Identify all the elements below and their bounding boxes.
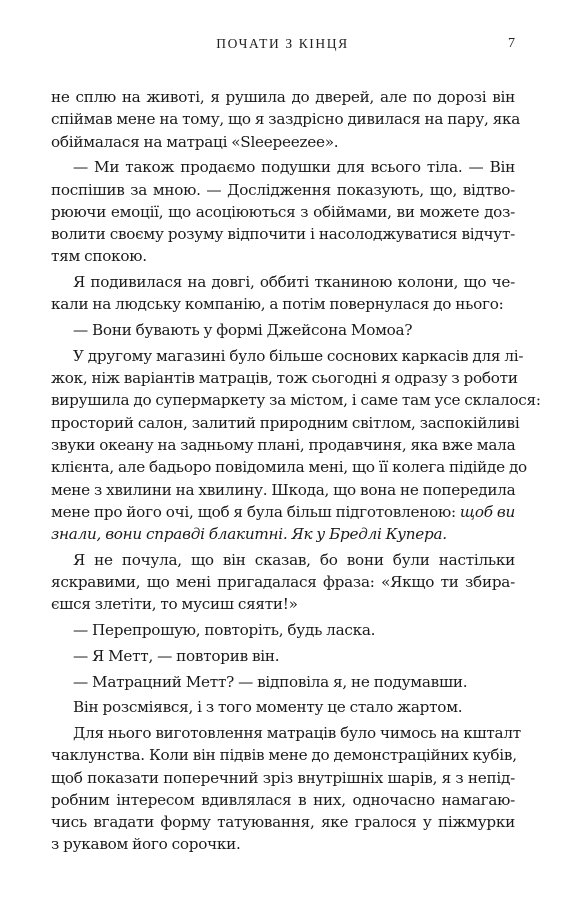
- text-line: щоб показати поперечний зріз внутрішніх шарів, я з непід-: [51, 768, 515, 787]
- text-line: просторий салон, залитий природним світлом, заспокійливі: [51, 413, 520, 432]
- text-line: — Ми також продаємо подушки для всього тіла. — Він: [73, 158, 515, 177]
- text-line: рюючи емоції, що асоціюються з обіймами, ви можете доз-: [51, 202, 515, 221]
- text-line: У другому магазині було більше соснових каркасів для лі-: [73, 346, 524, 365]
- text-line: чись вгадати форму татуювання, яке гралося у піжмурки: [51, 813, 515, 832]
- page-number: 7: [508, 36, 515, 51]
- text-line: єшся злетіти, то мусиш сяяти!»: [51, 595, 298, 614]
- text-line: чаклунства. Коли він підвів мене до демонстраційних кубів,: [51, 746, 517, 765]
- text-line: поспішив за мною. — Дослідження показують, що, відтво-: [51, 180, 515, 199]
- text-line: [51, 501, 515, 523]
- text-line: — Перепрошую, повторіть, будь ласка.: [73, 621, 376, 640]
- italic-text: знали, вони справді блакитні. Як у Бредлі Купера.: [51, 525, 447, 544]
- text-line: Він розсміявся, і з того моменту це стало жартом.: [73, 698, 463, 717]
- text-line: звуки океану на задньому плані, продавчиня, яка вже мала: [51, 436, 516, 455]
- text-line: тям спокою.: [51, 247, 147, 266]
- text-line: — Вони бувають у формі Джейсона Момоа?: [73, 321, 413, 340]
- text-line: мене з хвилини на хвилину. Шкода, що вона не попередила: [51, 480, 516, 499]
- text-line: обіймалася на матраці «Sleepeezee».: [51, 132, 339, 151]
- text-line: яскравими, що мені пригадалася фраза: «Якщо ти збира-: [51, 573, 515, 592]
- running-title: ПОЧАТИ З КІНЦЯ: [216, 36, 349, 51]
- text-line: волити своєму розуму відпочити і насолоджуватися відчут-: [51, 225, 515, 244]
- text-line: не сплю на животі, я рушила до дверей, але по дорозі він: [51, 88, 515, 106]
- text-line: Я не почула, що він сказав, бо вони були настільки: [73, 550, 515, 569]
- text-line: вирушила до супермаркету за містом, і саме там усе склалося:: [51, 391, 541, 410]
- body-text: [51, 86, 541, 856]
- text-line-italic: щоб ви: [459, 502, 515, 521]
- text-line: спіймав мене на тому, що я заздрісно дивилася на пару, яка: [51, 110, 521, 129]
- text-line-roman: мене про його очі, щоб я була більш підготовленою:: [51, 502, 456, 521]
- text-line: з рукавом його сорочки.: [51, 835, 241, 854]
- text-line: — Я Метт, — повторив він.: [73, 646, 280, 665]
- text-line: клієнта, але бадьоро повідомила мені, що її колега підійде до: [51, 458, 527, 477]
- text-line: Я подивилася на довгі, оббиті тканиною колони, що че-: [73, 273, 515, 292]
- text-line: кали на людську компанію, а потім повернулася до нього:: [51, 295, 504, 314]
- text-line-italic: [51, 523, 515, 545]
- text-line: — Матрацний Метт? — відповіла я, не подумавши.: [73, 672, 468, 691]
- text-line: жок, ніж варіантів матраців, тож сьогодні я одразу з роботи: [51, 369, 518, 388]
- text-line: Для нього виготовлення матраців було чимось на кшталт: [73, 723, 521, 742]
- text-line: робним інтересом вдивлялася в них, одночасно намагаю-: [51, 790, 515, 809]
